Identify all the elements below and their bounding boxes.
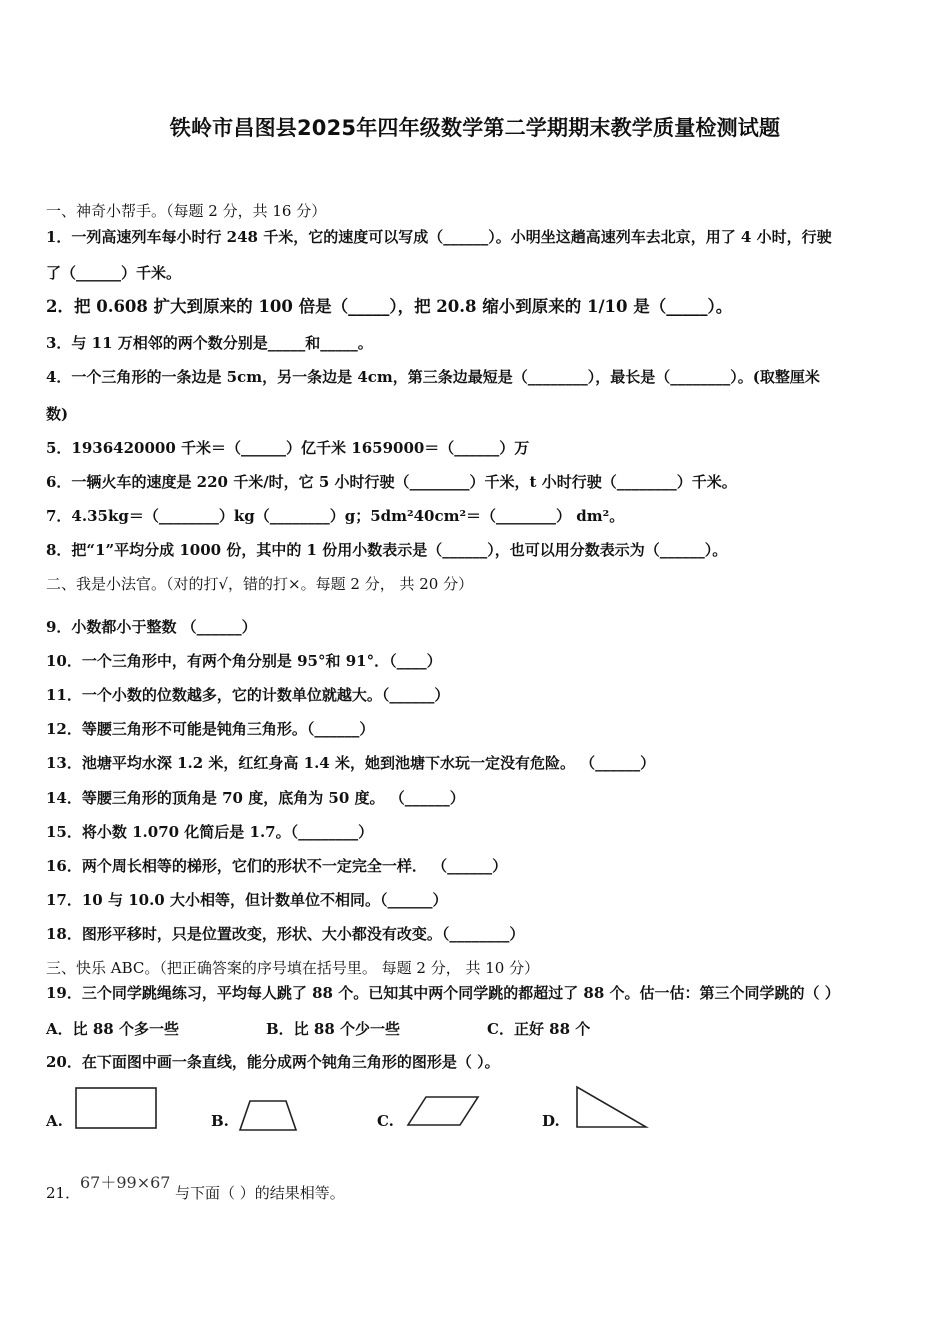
question-line: 11．一个小数的位数越多，它的计数单位就越大。（______） xyxy=(46,686,450,704)
question-line: 18．图形平移时，只是位置改变，形状、大小都没有改变。（________） xyxy=(46,925,525,943)
question-21-number: 21． xyxy=(46,1184,81,1202)
figure-b-label: B. xyxy=(211,1112,229,1130)
option-b: B．比 88 个少一些 xyxy=(266,1020,400,1038)
question-line: 12．等腰三角形不可能是钝角三角形。（______） xyxy=(46,720,375,738)
question-line: 3．与 11 万相邻的两个数分别是_____和_____。 xyxy=(46,334,373,352)
figure-c-label: C. xyxy=(377,1112,394,1130)
option-c: C．正好 88 个 xyxy=(487,1020,591,1038)
section1-heading: 一、神奇小帮手。（每题 2 分，共 16 分） xyxy=(46,202,327,220)
question-line: 15．将小数 1.070 化简后是 1.7。（________） xyxy=(46,823,374,841)
question-line: 17．10 与 10.0 大小相等，但计数单位不相同。（______） xyxy=(46,891,448,909)
section3-heading: 三、快乐 ABC。（把正确答案的序号填在括号里。 每题 2 分， 共 10 分） xyxy=(46,959,540,977)
question-line: 1．一列高速列车每小时行 248 千米，它的速度可以写成（______）。小明坐这趟高速列车去北京，用了 4 小时，行驶 xyxy=(46,228,832,246)
question-21-formula: 67＋99×67 xyxy=(80,1173,171,1192)
question-line: 了（______）千米。 xyxy=(46,264,182,282)
question-line: 14．等腰三角形的顶角是 70 度，底角为 50 度。 （______） xyxy=(46,789,465,807)
question-line: 16．两个周长相等的梯形，它们的形状不一定完全一样． （______） xyxy=(46,857,508,875)
parallelogram-figure xyxy=(406,1094,482,1130)
figure-d-label: D. xyxy=(542,1112,560,1130)
question-line: 2．把 0.608 扩大到原来的 100 倍是（_____），把 20.8 缩小到原来的 1/10 是（_____）。 xyxy=(46,297,733,316)
page-title: 铁岭市昌图县2025年四年级数学第二学期期末教学质量检测试题 xyxy=(169,116,781,140)
option-a: A．比 88 个多一些 xyxy=(46,1020,179,1038)
question-line: 数) xyxy=(46,405,69,423)
question-line: 6．一辆火车的速度是 220 千米/时，它 5 小时行驶（________）千米，t 小时行驶（________）千米。 xyxy=(46,473,737,491)
right-triangle-figure xyxy=(574,1084,650,1132)
question-line: 4．一个三角形的一条边是 5cm，另一条边是 4cm，第三条边最短是（________），最长是（________）。(取整厘米 xyxy=(46,368,820,386)
question-19: 19．三个同学跳绳练习，平均每人跳了 88 个。已知其中两个同学跳的都超过了 88 个。估一估：第三个同学跳的（ ） xyxy=(46,984,840,1002)
question-line: 7．4.35kg＝（________）kg（________）g；5dm²40cm²＝（________） dm²。 xyxy=(46,507,625,525)
question-line: 10．一个三角形中，有两个角分别是 95°和 91°．（____） xyxy=(46,652,442,670)
question-21-text: 与下面（ ）的结果相等。 xyxy=(175,1184,345,1202)
question-line: 8．把“1”平均分成 1000 份，其中的 1 份用小数表示是（______），也可以用分数表示为（______）。 xyxy=(46,541,728,559)
section2-heading: 二、我是小法官。（对的打√，错的打×。每题 2 分， 共 20 分） xyxy=(46,575,474,593)
rectangle-figure xyxy=(74,1086,160,1132)
figure-a-label: A. xyxy=(46,1112,63,1130)
trapezoid-figure xyxy=(238,1098,300,1134)
question-20: 20．在下面图中画一条直线，能分成两个钝角三角形的图形是（ ）。 xyxy=(46,1053,500,1071)
question-line: 9．小数都小于整数 （______） xyxy=(46,618,257,636)
question-line: 5．1936420000 千米＝（______）亿千米 1659000＝（______）万 xyxy=(46,439,530,457)
question-line: 13．池塘平均水深 1.2 米，红红身高 1.4 米，她到池塘下水玩一定没有危险。 （______） xyxy=(46,754,656,772)
